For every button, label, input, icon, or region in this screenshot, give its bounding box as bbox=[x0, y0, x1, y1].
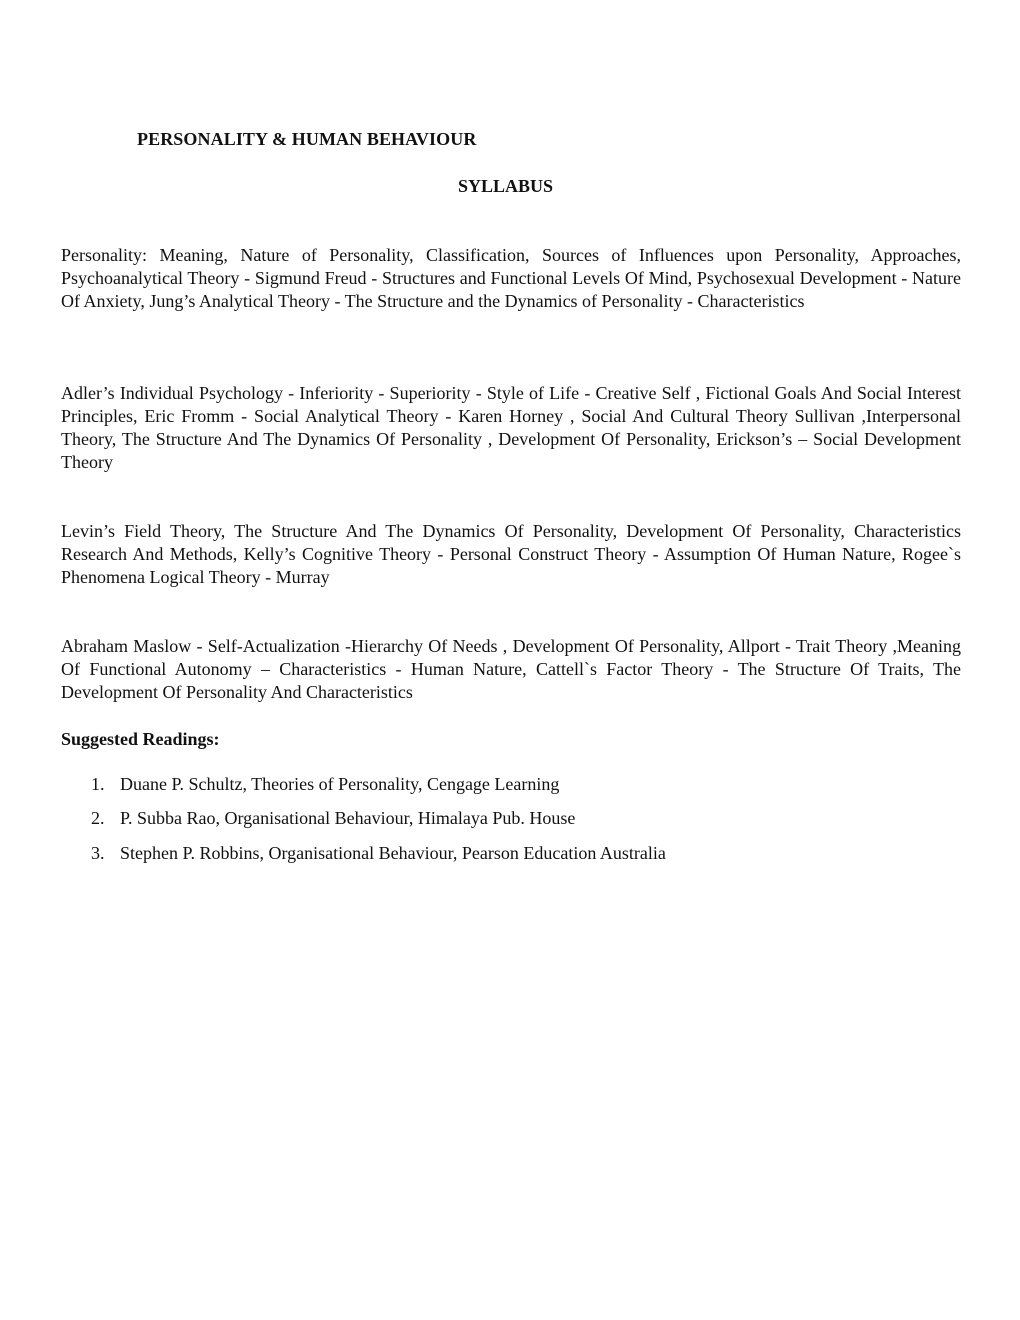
reading-text: P. Subba Rao, Organisational Behaviour, Himalaya Pub. House bbox=[120, 808, 576, 828]
reading-item bbox=[91, 808, 575, 829]
reading-number: 2. bbox=[91, 808, 105, 828]
reading-number: 3. bbox=[91, 843, 105, 863]
page-subtitle: SYLLABUS bbox=[458, 176, 554, 196]
reading-item bbox=[91, 843, 666, 864]
paragraph-personality: Personality: Meaning, Nature of Personality, Classification, Sources of Influences upon Personality, Approaches, Psychoanalytical Theory - Sigmund Freud - Structures and Functional Levels Of Mind, Psychosexual Development - Nature Of Anxiety, Jung’s Analytical Theory - The Structure and the Dynamics of Personality - Characteristics bbox=[61, 245, 961, 311]
reading-item bbox=[91, 774, 559, 795]
paragraph-levin: Levin’s Field Theory, The Structure And The Dynamics Of Personality, Development Of Personality, Characteristics Research And Methods, Kelly’s Cognitive Theory - Personal Construct Theory - Assumption Of Human Nature, Rogee`s Phenomena Logical Theory - Murray bbox=[61, 521, 961, 587]
paragraph-adler: Adler’s Individual Psychology - Inferiority - Superiority - Style of Life - Creative Self , Fictional Goals And Social Interest Principles, Eric Fromm - Social Analytical Theory - Karen Horney , Social And Cultural Theory Sullivan ,Interpersonal Theory, The Structure And The Dynamics Of Personality , Development Of Personality, Erickson’s – Social Development Theory bbox=[61, 383, 961, 472]
paragraph-maslow: Abraham Maslow - Self-Actualization -Hierarchy Of Needs , Development Of Personality, Allport - Trait Theory ,Meaning Of Functional Autonomy – Characteristics - Human Nature, Cattell`s Factor Theory - The Structure Of Traits, The Development Of Personality And Characteristics bbox=[61, 636, 961, 702]
reading-text: Stephen P. Robbins, Organisational Behaviour, Pearson Education Australia bbox=[120, 843, 666, 863]
reading-text: Duane P. Schultz, Theories of Personality, Cengage Learning bbox=[120, 774, 560, 794]
page-title: PERSONALITY & HUMAN BEHAVIOUR bbox=[137, 129, 477, 149]
readings-heading: Suggested Readings: bbox=[61, 729, 220, 749]
reading-number: 1. bbox=[91, 774, 105, 794]
